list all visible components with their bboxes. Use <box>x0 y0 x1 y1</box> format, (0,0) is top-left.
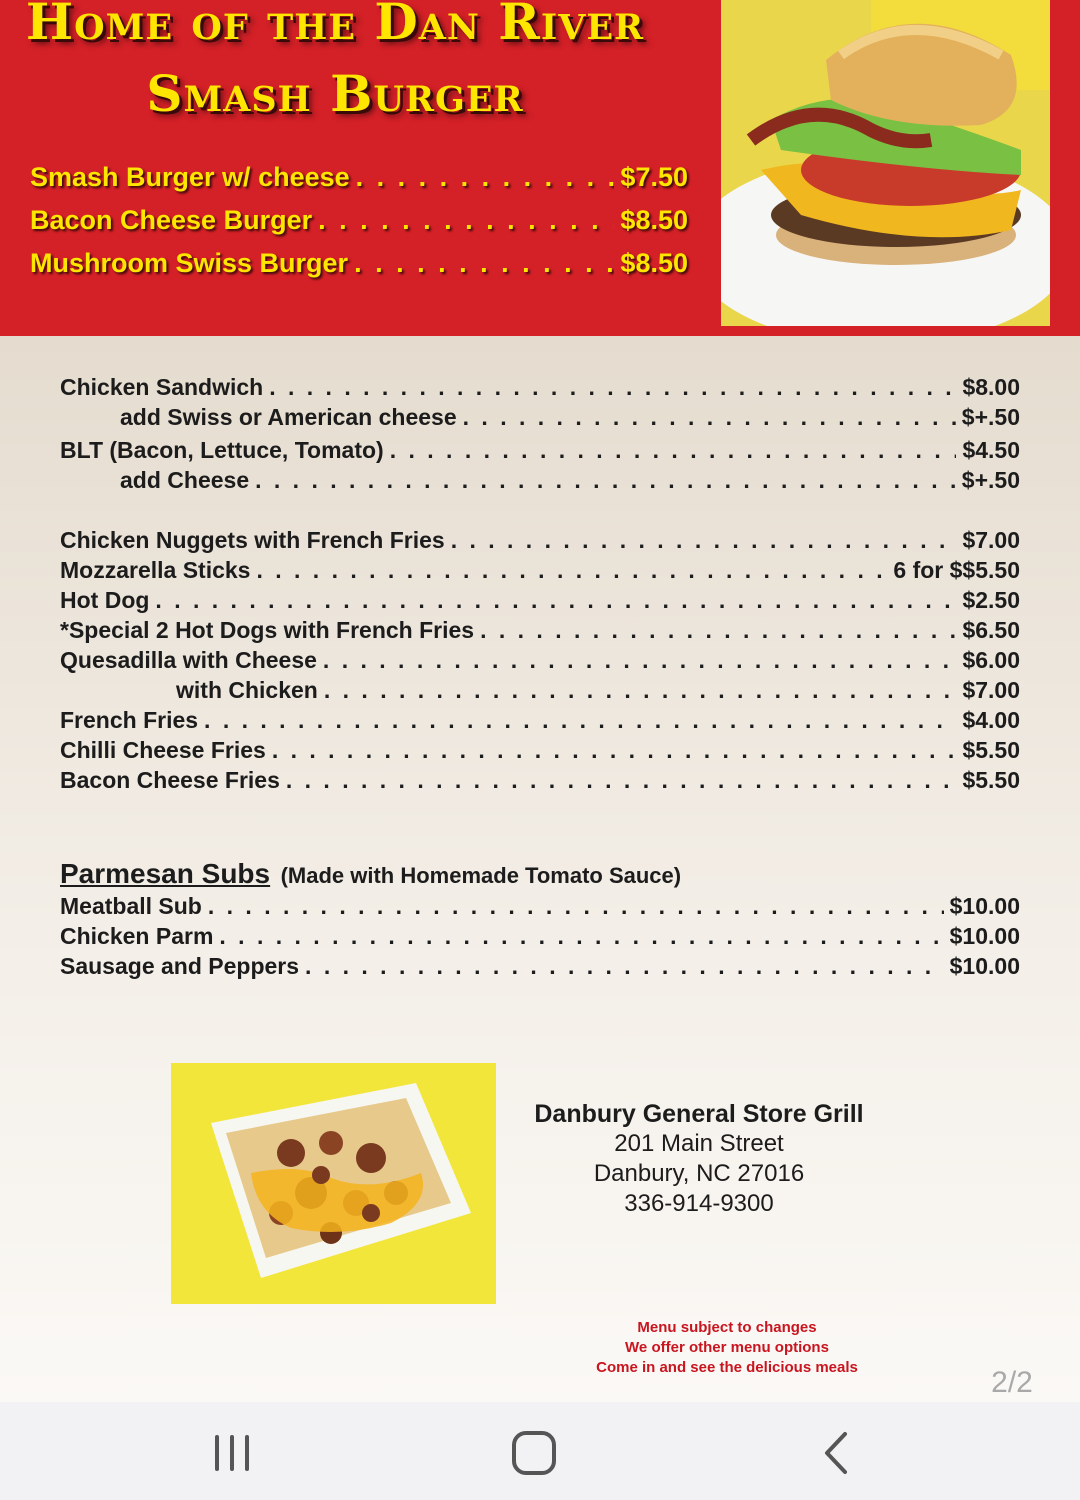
dot-leader <box>286 767 957 794</box>
dot-leader <box>354 248 614 279</box>
burger-item <box>30 162 688 205</box>
dot-leader <box>463 404 956 431</box>
burger-illustration <box>721 0 1050 326</box>
menu-item-name: Sausage and Peppers <box>60 953 300 979</box>
subs-heading: Parmesan Subs <box>60 858 271 889</box>
menu-item-price: $8.00 <box>962 374 1020 400</box>
menu-item-name: with Chicken <box>176 677 318 703</box>
dot-leader <box>323 647 957 674</box>
menu-item <box>60 767 1020 797</box>
menu-item <box>60 587 1020 617</box>
menu-item <box>60 707 1020 737</box>
store-info <box>520 1100 878 1219</box>
menu-item <box>60 617 1020 647</box>
menu-item-name: Chilli Cheese Fries <box>60 737 266 763</box>
burger-item-name: Mushroom Swiss Burger <box>30 248 349 278</box>
menu-item <box>60 527 1020 557</box>
menu-item-price: $4.00 <box>962 707 1020 733</box>
menu-item-price: $2.50 <box>962 587 1020 613</box>
dot-leader <box>324 677 957 704</box>
burger-photo <box>721 0 1050 326</box>
page-indicator: 2/2 <box>991 1366 1033 1399</box>
note-line: Menu subject to changes <box>637 1319 817 1336</box>
dot-leader <box>219 923 943 950</box>
dot-leader <box>390 437 957 464</box>
store-name: Danbury General Store Grill <box>534 1100 864 1128</box>
menu-item <box>60 953 1020 983</box>
back-icon <box>821 1431 851 1475</box>
dot-leader <box>451 527 957 554</box>
burger-item-price: $8.50 <box>620 205 688 235</box>
dot-leader <box>255 467 956 494</box>
menu-item-name: Quesadilla with Cheese <box>60 647 317 673</box>
menu-item-name: Bacon Cheese Fries <box>60 767 280 793</box>
menu-item-name: *Special 2 Hot Dogs with French Fries <box>60 617 475 643</box>
home-icon <box>511 1430 557 1476</box>
menu-item <box>60 923 1020 953</box>
menu-item <box>60 374 1020 404</box>
menu-item-price: 6 for $$5.50 <box>893 557 1020 583</box>
menu-item-name: Mozzarella Sticks <box>60 557 251 583</box>
menu-item-price: $10.00 <box>949 893 1020 919</box>
dot-leader <box>272 737 957 764</box>
subs-note: (Made with Homemade Tomato Sauce) <box>280 863 682 888</box>
menu-item-price: $+.50 <box>961 404 1020 430</box>
menu-item-name: Chicken Nuggets with French Fries <box>60 527 445 553</box>
menu-item-name: add Cheese <box>120 467 250 493</box>
cheese-fries-photo <box>171 1063 496 1304</box>
store-city: Danbury, NC 27016 <box>593 1160 805 1187</box>
dot-leader <box>208 893 944 920</box>
menu-header <box>0 0 1080 336</box>
burger-item <box>30 248 688 291</box>
header-title-line1: Home of the Dan River <box>25 0 645 51</box>
menu-item-name: Chicken Sandwich <box>60 374 264 400</box>
dot-leader <box>256 557 887 584</box>
menu-item-addon <box>120 467 1020 497</box>
note-line: Come in and see the delicious meals <box>596 1359 858 1376</box>
menu-item <box>60 737 1020 767</box>
menu-item-price: $5.50 <box>962 737 1020 763</box>
android-navigation-bar <box>0 1402 1080 1500</box>
menu-item-price: $6.50 <box>962 617 1020 643</box>
dot-leader <box>269 374 956 401</box>
menu-item-name: BLT (Bacon, Lettuce, Tomato) <box>60 437 384 463</box>
menu-item-addon <box>120 404 1020 434</box>
menu-item-price: $7.00 <box>962 527 1020 553</box>
menu-item-price: $5.50 <box>962 767 1020 793</box>
dot-leader <box>204 707 956 734</box>
dot-leader <box>356 162 615 193</box>
dot-leader <box>155 587 956 614</box>
menu-item-name: Meatball Sub <box>60 893 202 919</box>
menu-item-price: $6.00 <box>962 647 1020 673</box>
burger-item-name: Smash Burger w/ cheese <box>30 162 350 192</box>
menu-item-price: $10.00 <box>949 923 1020 949</box>
menu-item <box>60 893 1020 923</box>
back-button[interactable] <box>786 1426 886 1480</box>
burger-list <box>30 162 688 291</box>
recent-apps-button[interactable] <box>182 1426 282 1480</box>
subs-section-heading <box>60 858 681 890</box>
burger-item-name: Bacon Cheese Burger <box>30 205 313 235</box>
menu-item-price: $7.00 <box>962 677 1020 703</box>
home-button[interactable] <box>484 1426 584 1480</box>
menu-item <box>60 437 1020 467</box>
menu-item-name: add Swiss or American cheese <box>120 404 457 430</box>
menu-item-name: Hot Dog <box>60 587 150 613</box>
menu-item <box>60 647 1020 677</box>
recent-apps-icon <box>212 1433 252 1473</box>
store-phone: 336-914-9300 <box>624 1190 774 1217</box>
menu-item-price: $4.50 <box>962 437 1020 463</box>
menu-item <box>60 557 1020 587</box>
menu-notes <box>567 1318 887 1378</box>
dot-leader <box>305 953 944 980</box>
note-line: We offer other menu options <box>625 1339 829 1356</box>
header-title-line2: Smash Burger <box>146 64 524 123</box>
burger-item-price: $8.50 <box>620 248 688 278</box>
store-street: 201 Main Street <box>614 1130 784 1157</box>
dot-leader <box>318 205 614 236</box>
menu-item-name: French Fries <box>60 707 199 733</box>
menu-item-price: $+.50 <box>961 467 1020 493</box>
burger-item-price: $7.50 <box>620 162 688 192</box>
menu-item-addon <box>176 677 1020 707</box>
dot-leader <box>480 617 956 644</box>
menu-item-name: Chicken Parm <box>60 923 214 949</box>
burger-item <box>30 205 688 248</box>
fries-illustration <box>171 1063 496 1304</box>
menu-item-price: $10.00 <box>949 953 1020 979</box>
